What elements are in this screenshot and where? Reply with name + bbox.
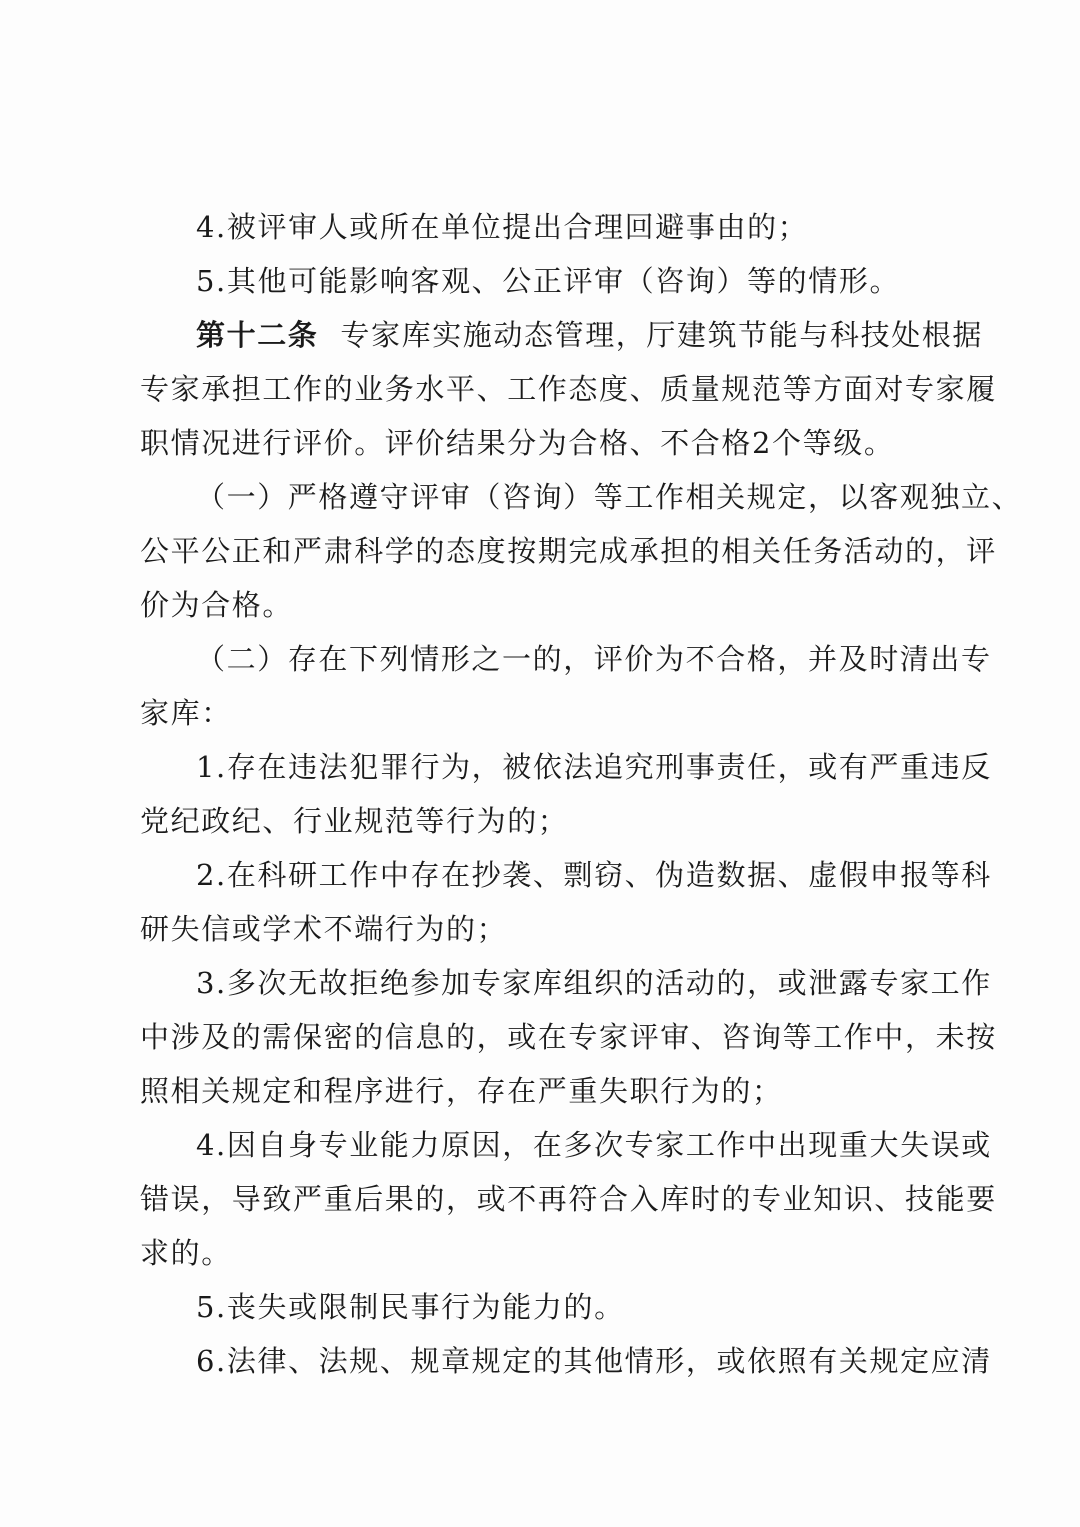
paragraph-line: 家库： xyxy=(140,696,232,730)
paragraph-line: 党纪政纪、行业规范等行为的； xyxy=(140,804,569,838)
list-item-1-illegal: 1.存在违法犯罪行为，被依法追究刑事责任，或有严重违反 xyxy=(196,750,992,784)
paragraph-line: 专家承担工作的业务水平、工作态度、质量规范等方面对专家履 xyxy=(140,372,997,406)
list-item-3-refusal: 3.多次无故拒绝参加专家库组织的活动的，或泄露专家工作 xyxy=(196,966,992,1000)
article-heading: 第十二条 xyxy=(196,318,319,352)
list-item-4-avoidance: 4.被评审人或所在单位提出合理回避事由的； xyxy=(196,210,809,244)
paragraph-line: 公平公正和严肃科学的态度按期完成承担的相关任务活动的，评 xyxy=(140,534,997,568)
list-item-5-other-circumstances: 5.其他可能影响客观、公正评审（咨询）等的情形。 xyxy=(196,264,901,298)
list-item-6-legal: 6.法律、法规、规章规定的其他情形，或依照有关规定应清 xyxy=(196,1344,992,1378)
article-12-first-line xyxy=(196,318,984,352)
list-item-2-misconduct: 2.在科研工作中存在抄袭、剽窃、伪造数据、虚假申报等科 xyxy=(196,858,992,892)
paragraph-line: 研失信或学术不端行为的； xyxy=(140,912,508,946)
article-12-text: 专家库实施动态管理，厅建筑节能与科技处根据 xyxy=(340,318,984,352)
paragraph-line: 中涉及的需保密的信息的，或在专家评审、咨询等工作中，未按 xyxy=(140,1020,997,1054)
clause-1-qualified: （一）严格遵守评审（咨询）等工作相关规定，以客观独立、 xyxy=(196,480,1023,514)
list-item-5-capacity: 5.丧失或限制民事行为能力的。 xyxy=(196,1290,625,1324)
paragraph-line: 照相关规定和程序进行，存在严重失职行为的； xyxy=(140,1074,783,1108)
list-item-4-competence: 4.因自身专业能力原因，在多次专家工作中出现重大失误或 xyxy=(196,1128,992,1162)
paragraph-line: 错误，导致严重后果的，或不再符合入库时的专业知识、技能要 xyxy=(140,1182,997,1216)
paragraph-line: 价为合格。 xyxy=(140,588,294,622)
paragraph-line: 职情况进行评价。评价结果分为合格、不合格2个等级。 xyxy=(140,426,895,460)
paragraph-line: 求的。 xyxy=(140,1236,232,1270)
clause-2-unqualified: （二）存在下列情形之一的，评价为不合格，并及时清出专 xyxy=(196,642,992,676)
